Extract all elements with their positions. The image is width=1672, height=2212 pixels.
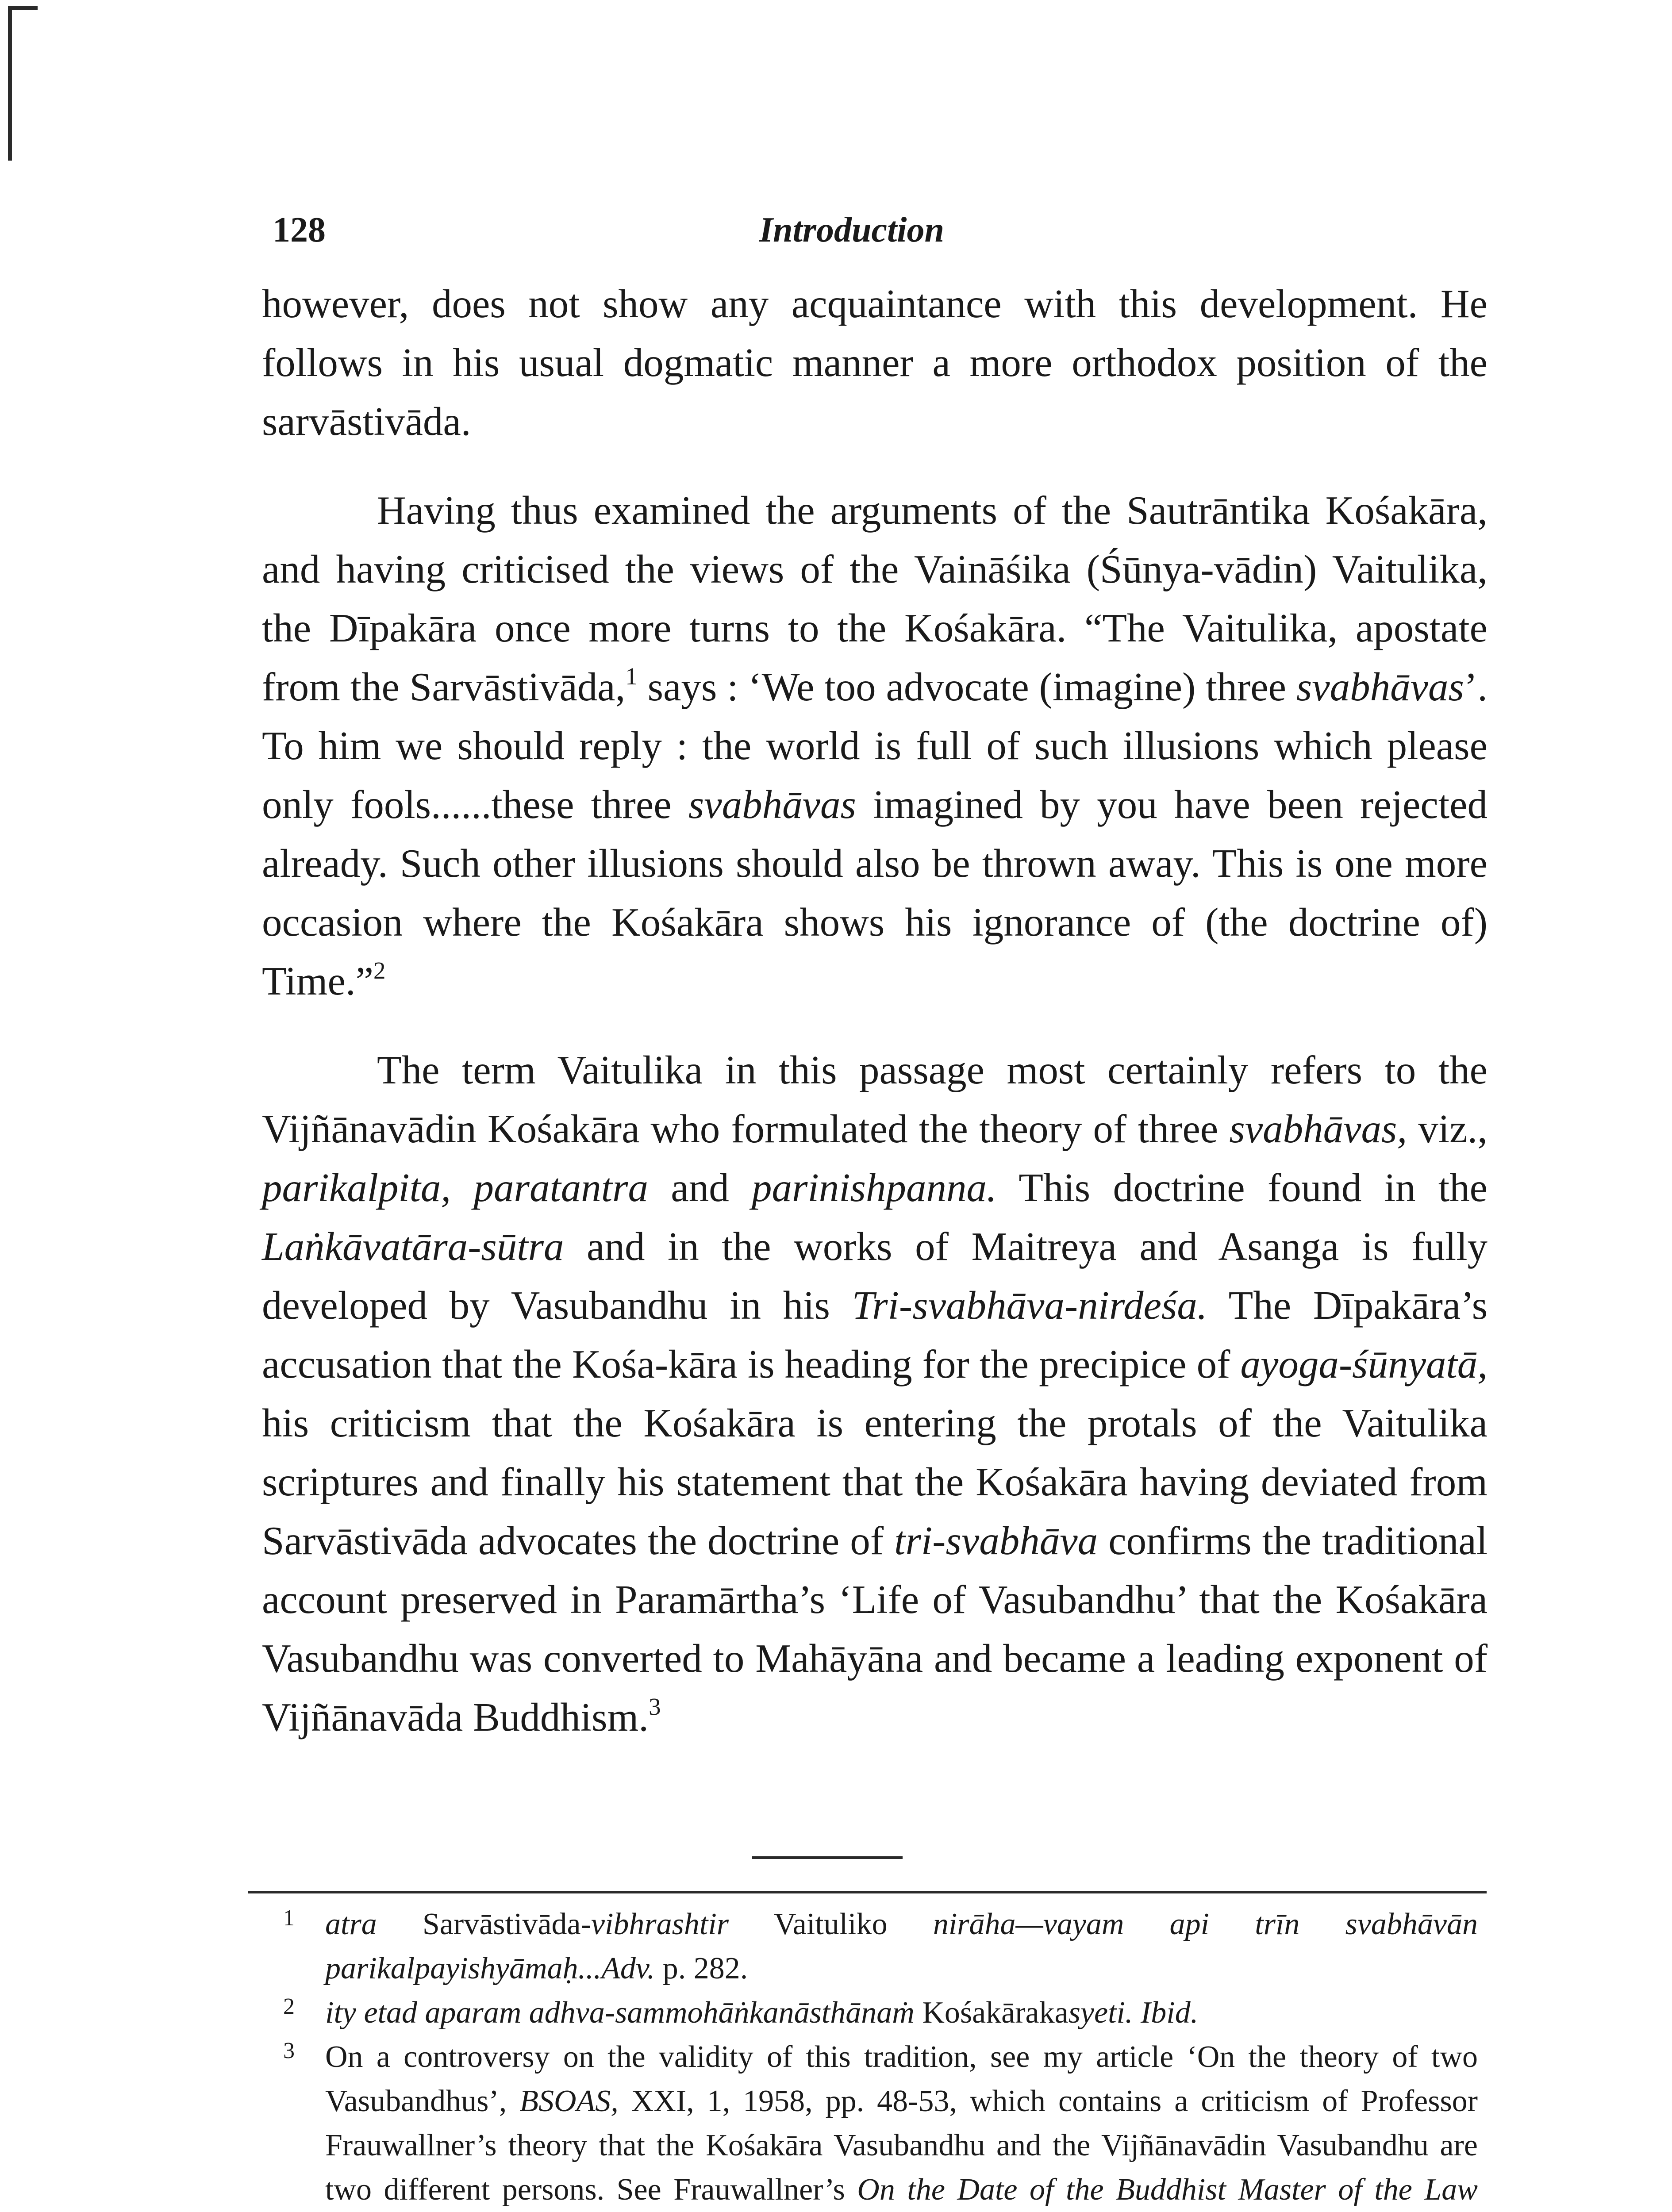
italic-term: paratantra [473,1165,648,1210]
paragraph-1 [262,274,1488,451]
running-title: Introduction [759,211,944,250]
footnote-2 [283,1991,1478,2035]
text-run: imagined by you have been rejected already. Such other illusions should also be thrown away. This is one more occasion where the Kośakāra shows his ignorance of (the doctrine of) Time.” [262,782,1488,1003]
text-run: On a controversy on the validity of this tradition, see my article ‘On the theory of two Vasubandhus’, [325,2040,1478,2118]
paragraph-3 [262,1041,1488,1747]
italic-term: ity etad aparam adhva-sammohāṅkanāsthānaṁ [325,1996,915,2030]
italic-term: svabhāvas, [1229,1106,1407,1151]
text-run: and in the works of Maitreya and Asanga is fully developed by Vasubandhu in his [262,1224,1488,1328]
italic-term: tri-svabhāva [894,1518,1098,1563]
italic-term: svabhāvas [688,782,856,827]
section-divider [752,1856,903,1859]
footnote-2-mark: 2 [283,1994,295,2019]
paragraph-1-text: however, does not show any acquaintance with this development. He follows in his usual dogmatic manner a more orthodox position of the sarvāstivāda. [262,281,1488,444]
text-run: Sarvāstivāda- [377,1907,591,1941]
text-run: This doctrine found in the [996,1165,1488,1210]
italic-term: parinishpanna. [752,1165,997,1210]
text-run: The Dīpakāra’s accusation that the Kośa-kāra is heading for the precipice of [262,1283,1488,1386]
footnote-rule [248,1891,1487,1893]
text-run: and [648,1165,752,1210]
italic-term: On the Date of the Buddhist Master of the Law [857,2173,1478,2207]
page-number: 128 [273,211,326,250]
italic-term: syeti. Ibid. [1068,1996,1199,2030]
text-run: his criticism that the Kośakāra is entering the protals of the Vaitulika scriptures and finally his statement that the Kośakāra having deviated from Sarvāstivāda advocates the doctrine of [262,1401,1488,1563]
running-head [273,195,1489,265]
italic-term: Tri-svabhāva-nirdeśa. [852,1283,1207,1328]
footnotes [283,1902,1478,2212]
italic-term: BSOAS, [519,2084,619,2118]
italic-term: atra [325,1907,377,1941]
text-run: confirms the traditional account preserved in Paramārtha’s ‘Life of Vasubandhu’ that the Kośakāra Vasubandhu was converted to Mahāyāna and became a leading exponent of Vijñānavāda Buddhism. [262,1518,1488,1740]
footnote-1 [283,1902,1478,1991]
footnote-3 [283,2035,1478,2212]
text-run: Kośakāraka [914,1996,1069,2030]
text-run: ’. To him we should reply : the world is full of such illusions which please only fools......these three [262,664,1488,827]
text-run: The term Vaitulika in this passage most certainly refers to the Vijñānavādin Kośakāra who formulated the theory of three [262,1048,1488,1151]
footnote-ref-1: 1 [625,663,638,690]
body-text [262,274,1488,1747]
text-run: p. 282. [655,1951,748,1985]
footnote-ref-3: 3 [649,1693,661,1720]
italic-term: vibhrashtir [591,1907,729,1941]
italic-term: svabhāvas [1296,664,1464,709]
footnote-ref-2: 2 [373,957,386,984]
italic-term: nirāha—vayam api trīn svabhāvān parikalpayishyāmaḥ...Adv. [325,1907,1478,1985]
text-run [451,1165,473,1210]
text-run: says : ‘We too advocate (imagine) three [637,664,1296,709]
footnote-3-mark: 3 [283,2038,295,2063]
page-corner-mark [8,6,38,161]
text-run: Having thus examined the arguments of the Sautrāntika Kośakāra, and having criticised the views of the Vaināśika (Śūnya-vādin) Vaitulika, the Dīpakāra once more turns to the Kośakāra. “The Vaitulika, apostate from the Sarvāstivāda, [262,488,1488,709]
italic-term: Laṅkāvatāra-sūtra [262,1224,564,1269]
italic-term: parikalpita, [262,1165,451,1210]
text-run: viz., [1407,1106,1488,1151]
italic-term: ayoga-śūnyatā, [1240,1342,1488,1386]
paragraph-2 [262,481,1488,1010]
text-run: XXI, 1, 1958, pp. 48-53, which contains a criticism of Professor Frauwallner’s theory that the Kośakāra Vasubandhu and the Vijñānavādin Vasubandhu are two different persons. See Frauwallner’s [325,2084,1478,2207]
text-run: Vaituliko [729,1907,933,1941]
footnote-1-mark: 1 [283,1905,295,1931]
